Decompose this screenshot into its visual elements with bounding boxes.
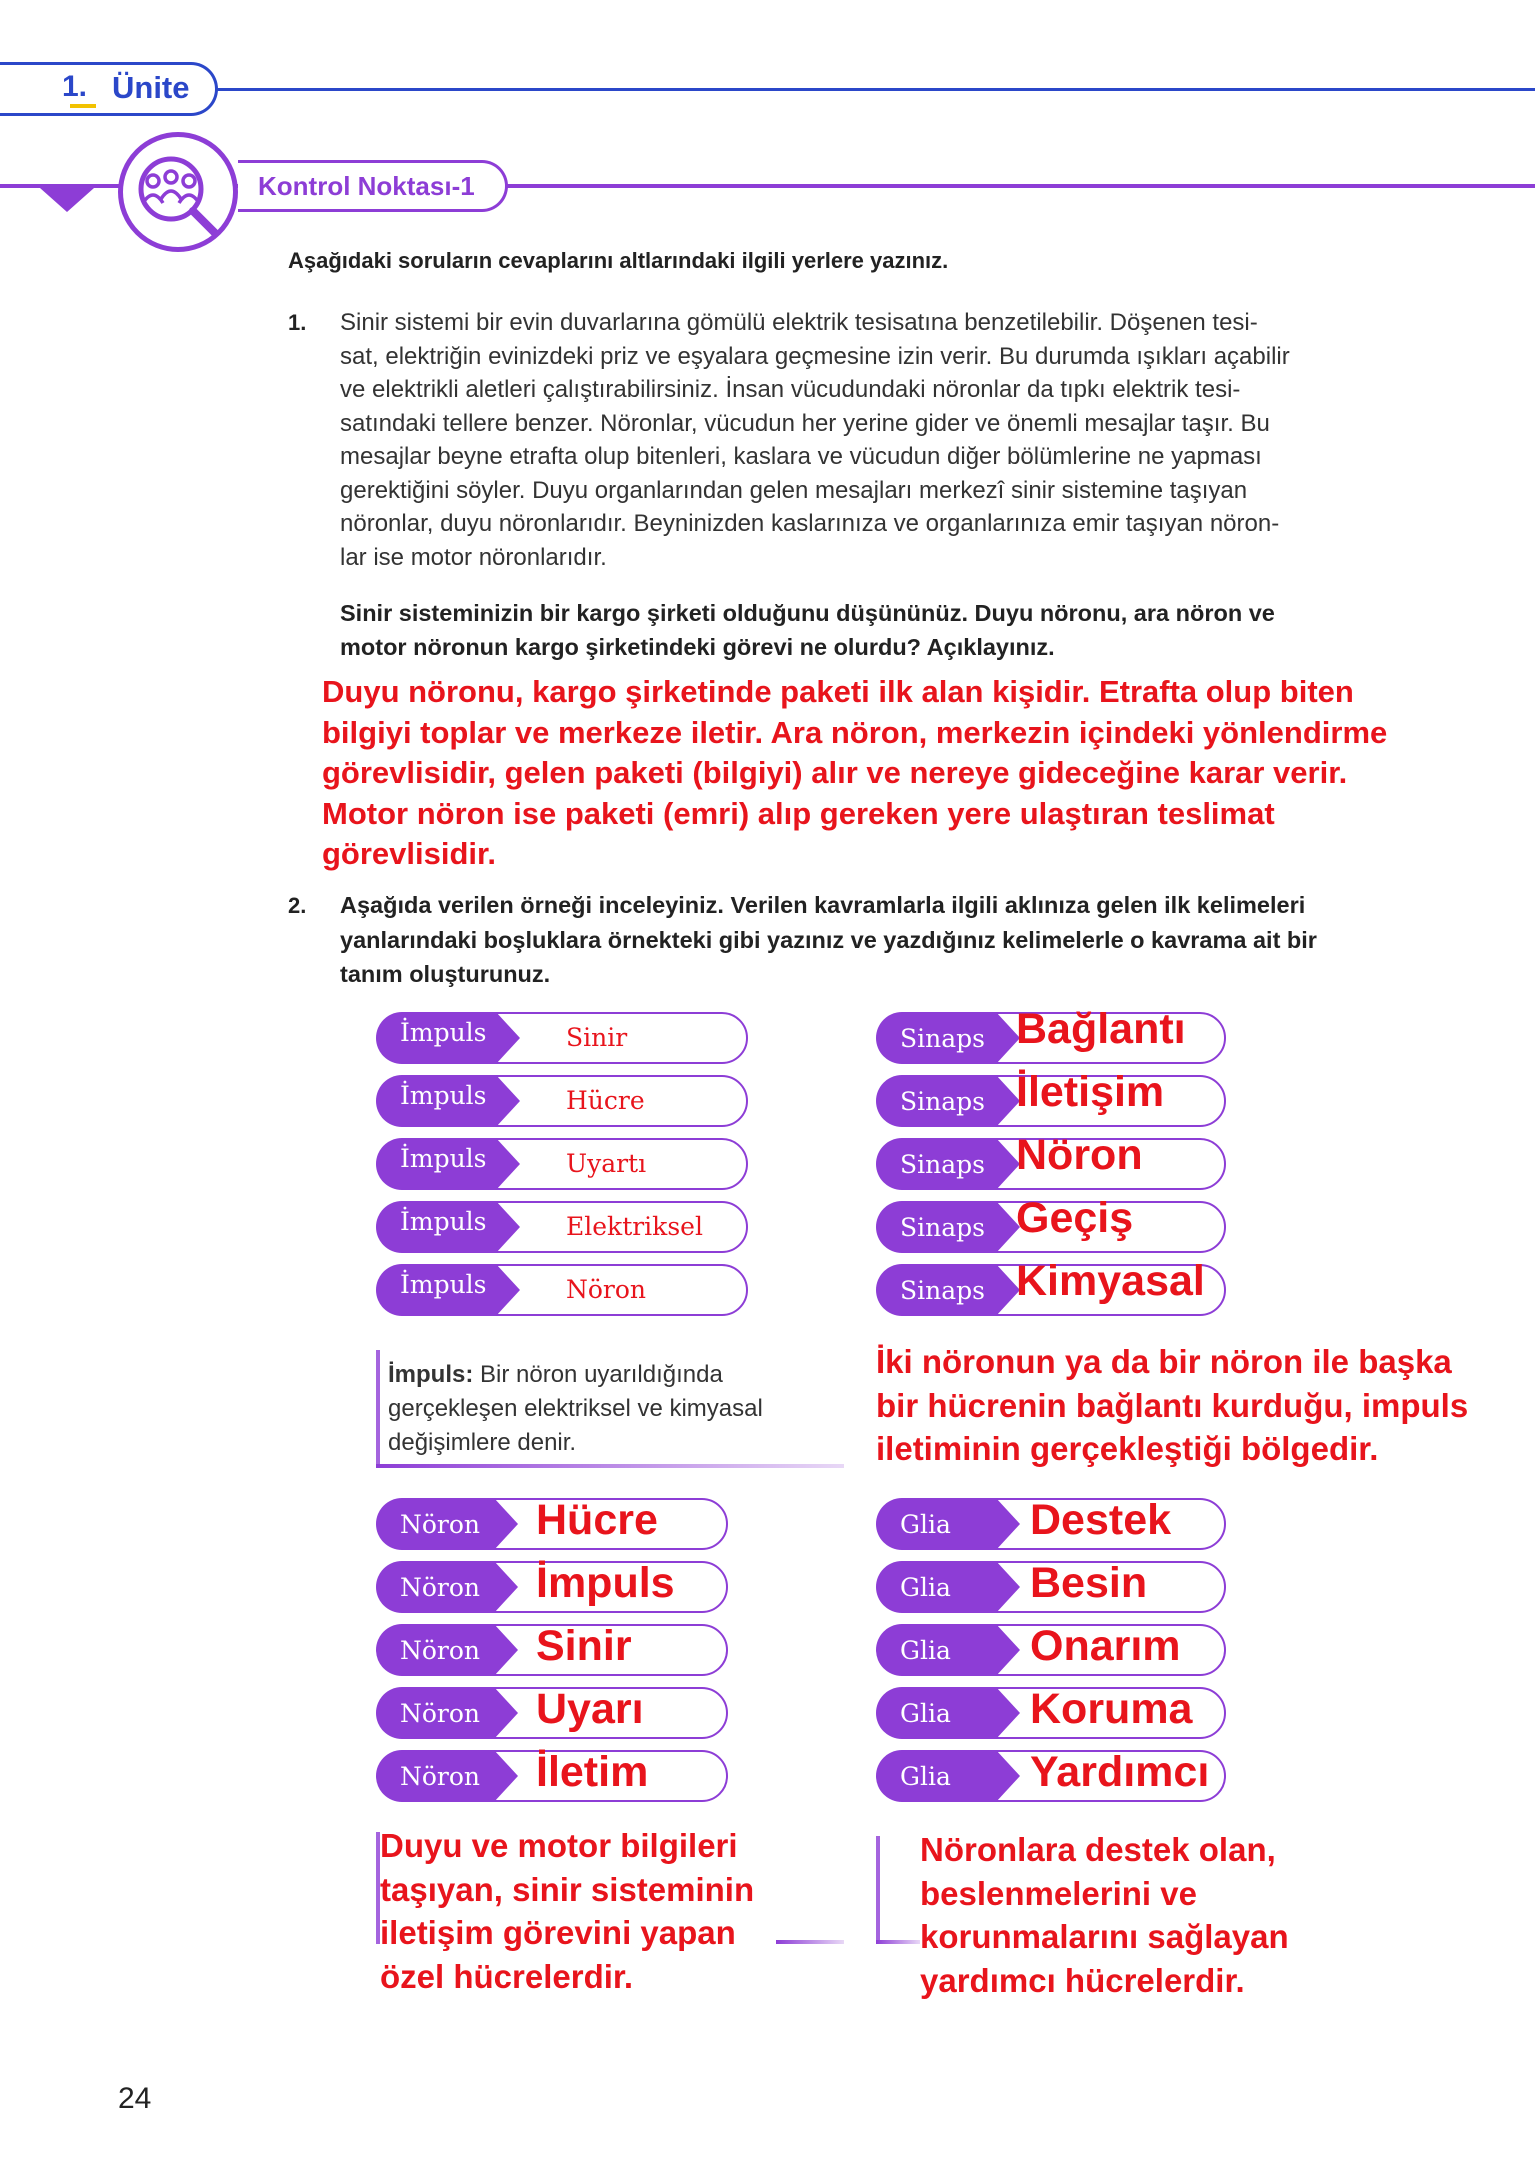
prompt-line: motor nöronun kargo şirketindeki görevi ne olurdu? Açıklayınız.	[340, 634, 1055, 660]
arrow-icon	[496, 1201, 520, 1253]
noron-row	[376, 1622, 728, 1676]
arrow-icon	[496, 1264, 520, 1316]
glia-row	[876, 1559, 1226, 1613]
prompt-line: yanlarındaki boşluklara örnekteki gibi yazınız ve yazdığınız kelimelerle o kavrama ait bir	[340, 926, 1317, 953]
answer-line: korunmalarını sağlayan	[920, 1918, 1289, 1955]
noron-row	[376, 1559, 728, 1613]
noron-word: Hücre	[536, 1496, 658, 1544]
glia-label: Glia	[900, 1699, 951, 1728]
impuls-row	[376, 1073, 748, 1127]
arrow-icon	[496, 1138, 520, 1190]
prompt-line: tanım oluşturunuz.	[340, 961, 551, 987]
arrow-icon	[496, 1075, 520, 1127]
answer-line: özel hücrelerdir.	[380, 1957, 634, 1995]
definition-line: değişimlere denir.	[388, 1429, 577, 1456]
sinaps-row	[876, 1131, 1226, 1190]
answer-line: Nöronlara destek olan,	[920, 1831, 1276, 1868]
noron-row	[376, 1496, 728, 1550]
question-1-answer	[322, 672, 1522, 875]
sinaps-label: Sinaps	[900, 1213, 985, 1242]
paragraph-line: Sinir sistemi bir evin duvarlarına gömülü elektrik tesisatına benzetilebilir. Döşenen tesi-	[340, 309, 1258, 336]
answer-line: Duyu ve motor bilgileri	[380, 1827, 738, 1864]
glia-definition-box	[876, 1836, 920, 1944]
impuls-label: İmpuls	[400, 1207, 487, 1236]
paragraph-line: mesajlar beyne etrafta olup bitenleri, kaslara ve vücudun diğer bölümlerine ne yapması	[340, 443, 1262, 470]
unit-word: Ünite	[112, 70, 190, 105]
definition-line: Bir nöron uyarıldığında	[473, 1361, 723, 1388]
answer-line: görevlisidir, gelen paketi (bilgiyi) alır ve nereye gideceğine karar verir.	[322, 755, 1348, 790]
answer-line: görevlisidir.	[322, 836, 497, 871]
answer-line: Motor nöron ise paketi (emri) alıp gereken yere ulaştıran teslimat	[322, 795, 1275, 831]
unit-number: 1.	[62, 70, 88, 103]
question-1-number: 1.	[288, 310, 307, 335]
definition-term: İmpuls:	[388, 1361, 474, 1388]
noron-row	[376, 1685, 728, 1739]
arrow-icon	[496, 1012, 520, 1064]
impuls-label: İmpuls	[400, 1018, 487, 1047]
noron-definition-answer	[380, 1824, 800, 1998]
arrow-icon	[494, 1624, 518, 1676]
sinaps-word: Bağlantı	[1016, 1005, 1186, 1053]
sinaps-word: İletişim	[1016, 1068, 1165, 1116]
impuls-row	[376, 1010, 748, 1064]
sinaps-word: Kimyasal	[1016, 1257, 1205, 1305]
impuls-label: İmpuls	[400, 1081, 487, 1110]
instruction: Aşağıdaki soruların cevaplarını altlarındaki ilgili yerlere yazınız.	[288, 248, 949, 273]
answer-line: iletişim görevini yapan	[380, 1914, 736, 1951]
paragraph-line: gerektiğini söyler. Duyu organlarından gelen mesajları merkezî sinir sistemine taşıyan	[340, 476, 1248, 504]
paragraph-line: ve elektrikli aletleri çalıştırabilirsiniz. İnsan vücudundaki nöronlar da tıpkı elektrik tesi-	[340, 376, 1241, 403]
question-2-prompt	[340, 888, 1375, 992]
glia-label: Glia	[900, 1762, 951, 1791]
impuls-row	[376, 1262, 748, 1316]
sinaps-row	[876, 1068, 1226, 1127]
noron-word: İmpuls	[536, 1559, 675, 1607]
glia-word: Onarım	[1030, 1622, 1181, 1670]
impuls-label: İmpuls	[400, 1270, 487, 1299]
prompt-line: Aşağıda verilen örneği inceleyiniz. Verilen kavramlarla ilgili aklınıza gelen ilk kelimeleri	[340, 892, 1306, 918]
glia-label: Glia	[900, 1636, 951, 1665]
sinaps-word: Geçiş	[1016, 1194, 1134, 1242]
paragraph-line: sat, elektriğin evinizdeki priz ve eşyalara geçmesine izin verir. Bu durumda ışıkları açabilir	[340, 342, 1290, 370]
noron-word: İletim	[536, 1748, 649, 1796]
sinaps-label: Sinaps	[900, 1276, 985, 1305]
impuls-word: Elektriksel	[566, 1212, 703, 1241]
page-number: 24	[118, 2082, 152, 2115]
sinaps-word: Nöron	[1016, 1131, 1143, 1179]
answer-line: İki nöronun ya da bir nöron ile başka	[876, 1343, 1452, 1380]
answer-line: bir hücrenin bağlantı kurduğu, impuls	[876, 1386, 1469, 1424]
glia-label: Glia	[900, 1510, 951, 1539]
paragraph-line: lar ise motor nöronlarıdır.	[340, 543, 607, 571]
answer-line: yardımcı hücrelerdir.	[920, 1961, 1245, 1999]
glia-row	[876, 1685, 1226, 1739]
arrow-icon	[494, 1687, 518, 1739]
sinaps-definition-answer	[876, 1340, 1516, 1471]
section-title: Kontrol Noktası-1	[258, 171, 475, 201]
glia-word: Destek	[1030, 1496, 1172, 1544]
noron-label: Nöron	[400, 1573, 481, 1602]
glia-word: Yardımcı	[1030, 1748, 1210, 1796]
noron-label: Nöron	[400, 1762, 481, 1791]
glia-definition-answer	[920, 1828, 1420, 2002]
noron-row	[376, 1748, 728, 1802]
answer-line: beslenmelerini ve	[920, 1874, 1197, 1912]
impuls-label: İmpuls	[400, 1144, 487, 1173]
arrow-icon	[996, 1624, 1020, 1676]
noron-word: Sinir	[536, 1622, 632, 1670]
glia-row	[876, 1622, 1226, 1676]
paragraph-line: satındaki tellere benzer. Nöronlar, vücudun her yerine gider ve önemli mesajlar taşır. Bu	[340, 409, 1270, 437]
arrow-icon	[996, 1561, 1020, 1613]
impuls-word: Hücre	[566, 1086, 645, 1115]
section-triangle	[40, 188, 94, 212]
impuls-row	[376, 1136, 748, 1190]
sinaps-label: Sinaps	[900, 1024, 985, 1053]
noron-label: Nöron	[400, 1636, 481, 1665]
glia-label: Glia	[900, 1573, 951, 1602]
noron-label: Nöron	[400, 1510, 481, 1539]
prompt-line: Sinir sisteminizin bir kargo şirketi olduğunu düşününüz. Duyu nöronu, ara nöron ve	[340, 600, 1275, 626]
sinaps-row	[876, 1194, 1226, 1253]
answer-line: bilgiyi toplar ve merkeze iletir. Ara nöron, merkezin içindeki yönlendirme	[322, 714, 1388, 750]
glia-row	[876, 1496, 1226, 1550]
impuls-definition	[388, 1358, 808, 1460]
answer-line: Duyu nöronu, kargo şirketinde paketi ilk alan kişidir. Etrafta olup biten	[322, 674, 1354, 709]
arrow-icon	[494, 1498, 518, 1550]
sinaps-label: Sinaps	[900, 1150, 985, 1179]
question-2-number: 2.	[288, 893, 307, 918]
answer-line: iletiminin gerçekleştiği bölgedir.	[876, 1430, 1379, 1467]
sinaps-row	[876, 1257, 1226, 1316]
unit-number-underline	[70, 104, 96, 108]
definition-line: gerçekleşen elektriksel ve kimyasal	[388, 1395, 763, 1422]
noron-word: Uyarı	[536, 1685, 644, 1733]
sinaps-label: Sinaps	[900, 1087, 985, 1116]
answer-line: taşıyan, sinir sisteminin	[380, 1870, 755, 1908]
impuls-word: Sinir	[566, 1023, 628, 1052]
glia-row	[876, 1748, 1226, 1802]
glia-word: Koruma	[1030, 1685, 1193, 1733]
impuls-row	[376, 1199, 748, 1253]
sinaps-row	[876, 1005, 1226, 1064]
question-1-prompt	[340, 596, 1375, 664]
people-search-icon	[118, 132, 238, 252]
impuls-word: Nöron	[566, 1275, 647, 1304]
question-1-paragraph	[340, 306, 1375, 574]
glia-word: Besin	[1030, 1559, 1148, 1607]
arrow-icon	[996, 1687, 1020, 1739]
impuls-word: Uyartı	[566, 1149, 647, 1178]
noron-label: Nöron	[400, 1699, 481, 1728]
arrow-icon	[996, 1750, 1020, 1802]
arrow-icon	[494, 1561, 518, 1613]
unit-header-line	[210, 88, 1535, 91]
arrow-icon	[996, 1498, 1020, 1550]
paragraph-line: nöronlar, duyu nöronlarıdır. Beyninizden kaslarınıza ve organlarınıza emir taşıyan nöron-	[340, 510, 1280, 537]
arrow-icon	[494, 1750, 518, 1802]
